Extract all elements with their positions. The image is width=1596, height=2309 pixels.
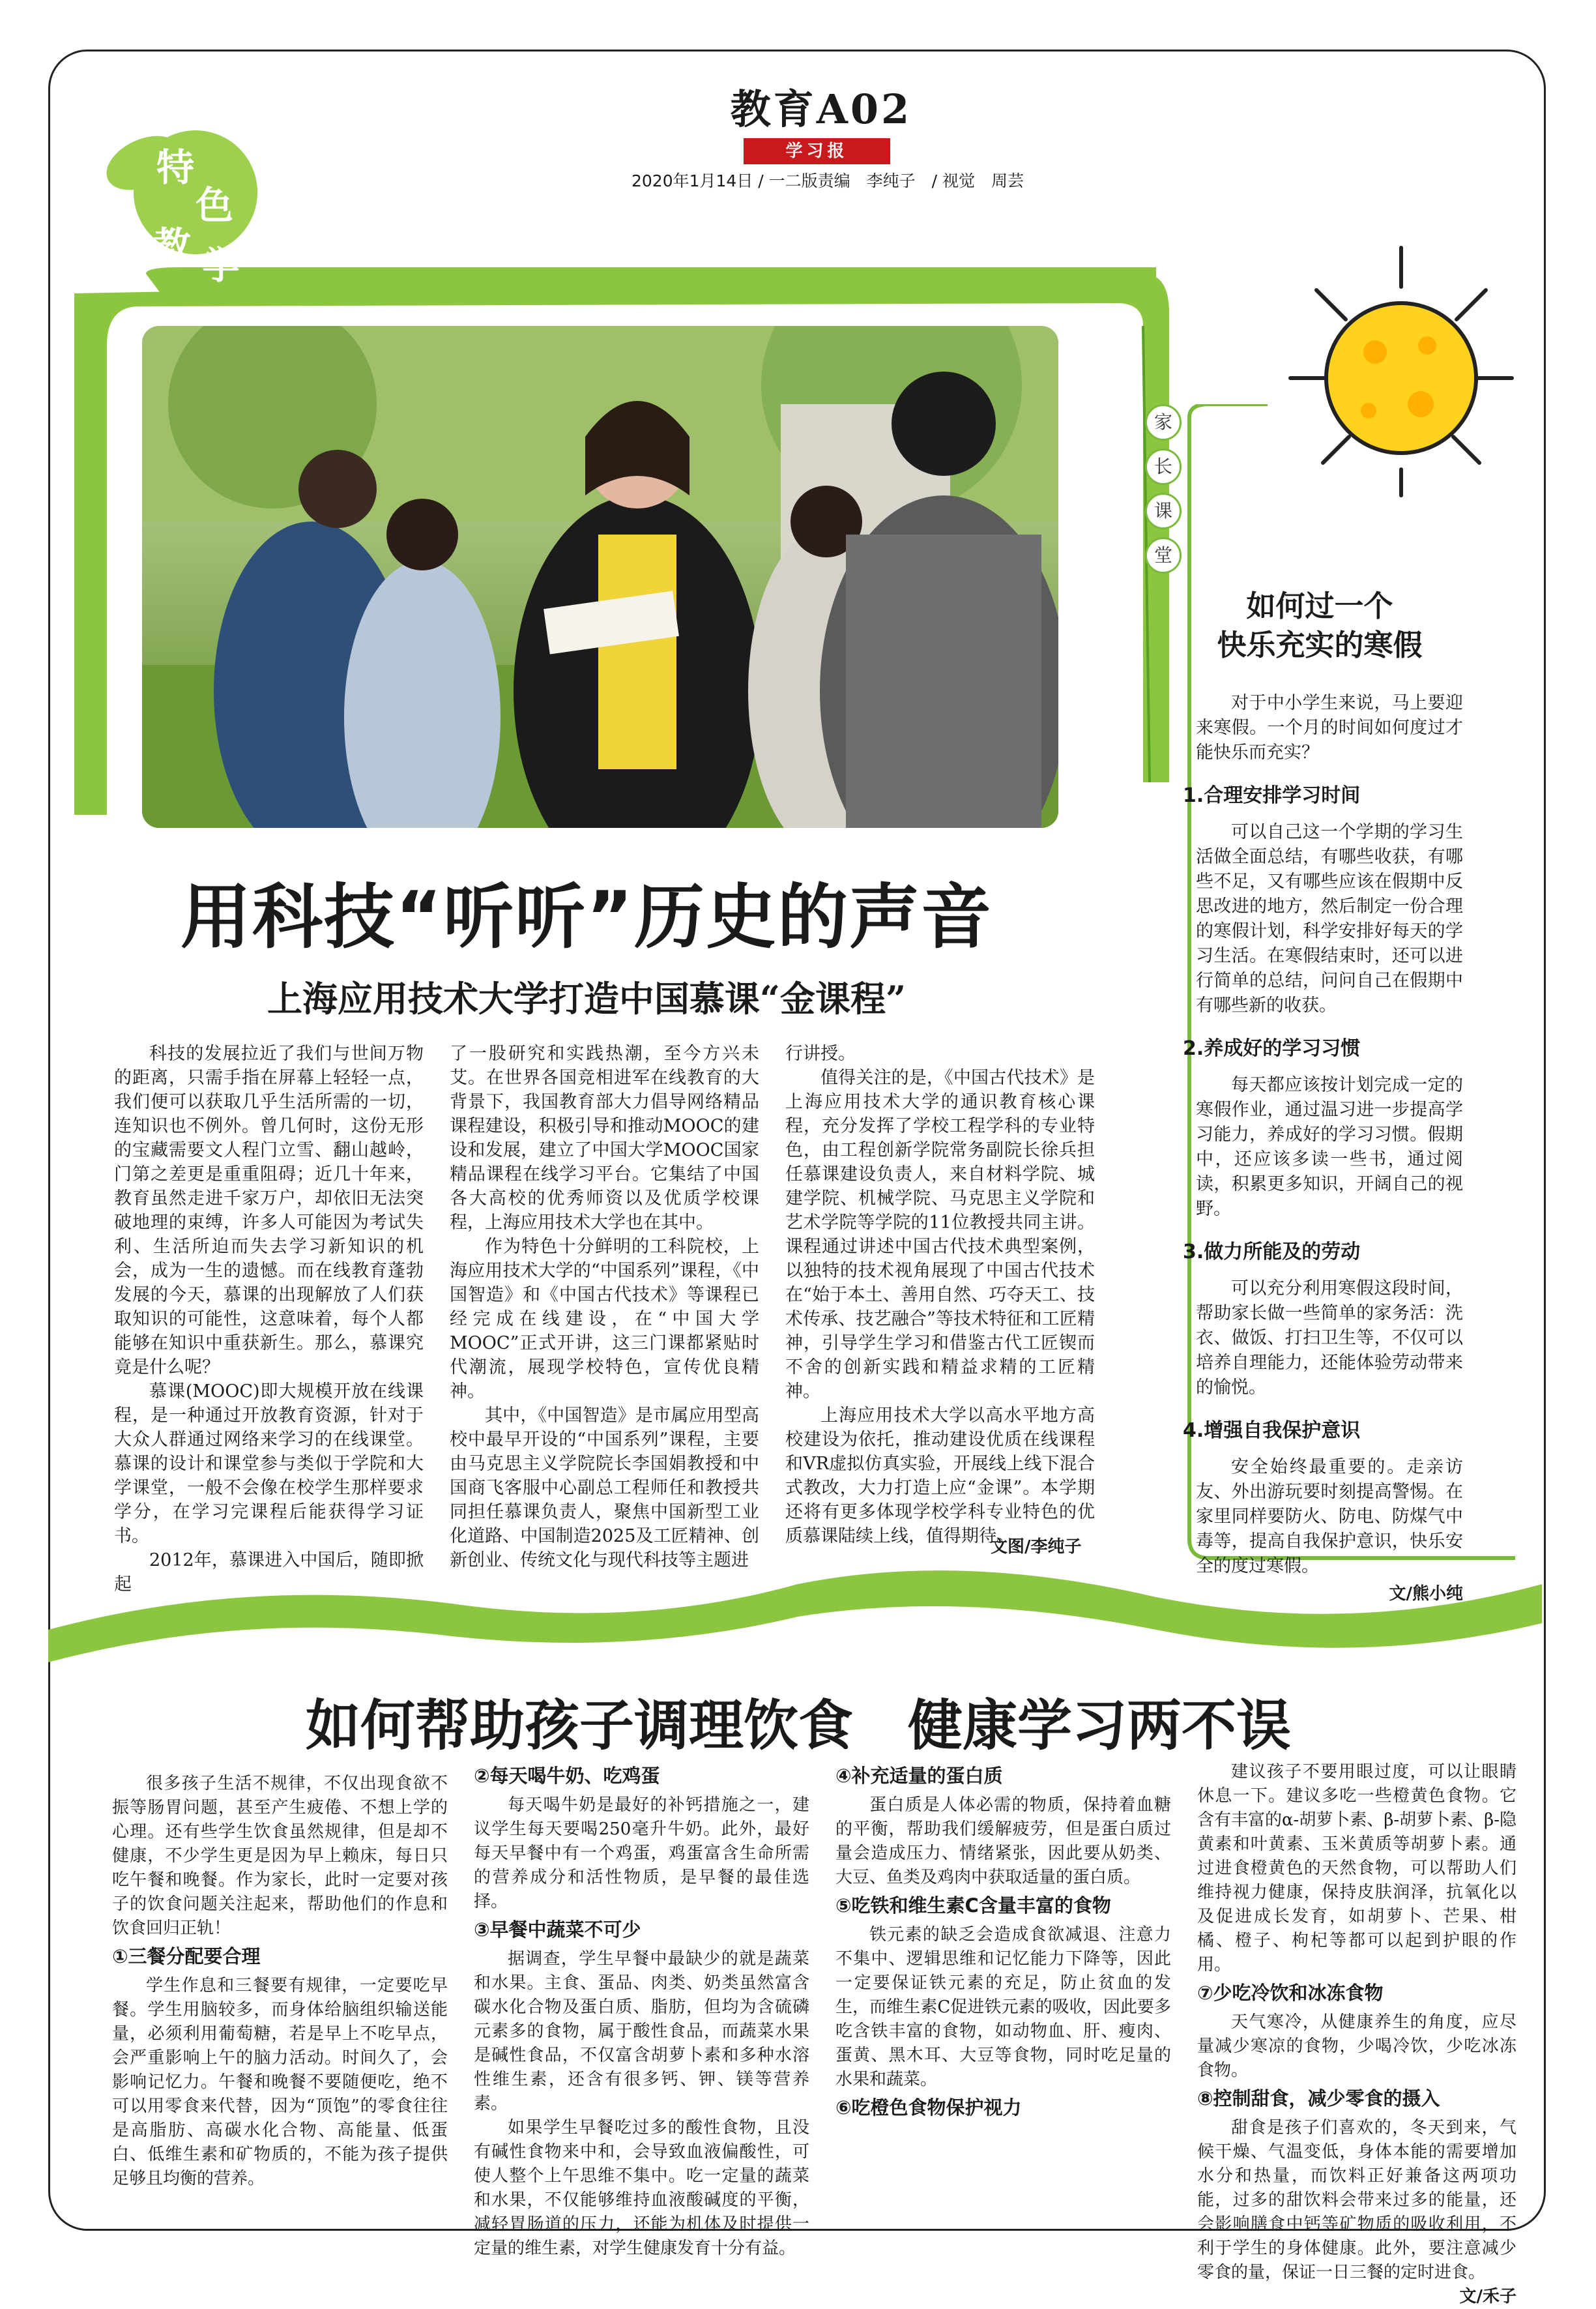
side-credit: 文/熊小纯: [1389, 1584, 1463, 1604]
paragraph: 科技的发展拉近了我们与世间万物的距离，只需手指在屏幕上轻轻一点，我们便可以获取几乎生活所需的一切，连知识也不例外。曾几何时，这份无形的宝藏需要文人程门立雪、翻山越岭，门第之差更是重重阻碍；近几十年来，教育虽然走进千家万户，却依旧无法突破地理的束缚，许多人可能因为考试失利、生活所迫而失去学习新知识的机会，成为一生的遗憾。而在线教育蓬勃发展的今天，慕课的出现解放了人们获取知识的可能性，这意味着，每个人都能够在知识中重获新生。那么，慕课究竟是什么呢？: [114, 1044, 424, 1377]
issue-meta: 2020年1月14日 / 一二版责编 李纯子 / 视觉 周芸: [631, 171, 1024, 190]
paragraph: 上海应用技术大学以高水平地方高校建设为依托，推动建设优质在线课程和VR虚拟仿真实验，开展线上线下混合式教改，大力打造上应“金课”。本学期还将有更多体现学校学科专业特色的优质慕课陆续上线，值得期待。: [785, 1405, 1095, 1546]
column-label-char-4: 堂: [1145, 537, 1182, 574]
bottom-col1: [112, 1772, 448, 2191]
main-article-col3: [785, 1042, 1095, 1548]
bottom-section-body: 如果学生早餐吃过多的酸性食物，且没有碱性食物来中和，会导致血液偏酸性，可使人整个上午思维不集中。吃一定量的蔬菜和水果，不仅能够维持血液酸碱度的平衡，减轻胃肠道的压力，还能为机体及时提供一定量的维生素，对学生健康发育十分有益。: [474, 2118, 809, 2258]
paragraph: 了一股研究和实践热潮，至今方兴未艾。在世界各国竞相进军在线教育的大背景下，我国教育部大力倡导网络精品课程建设，积极引导和推动MOOC的建设和发展，建立了中国大学MOOC国家精品课程在线学习平台。它集结了中国各大高校的优秀师资以及优质学校课程，上海应用技术大学也在其中。: [450, 1044, 759, 1233]
badge-char-1: 特: [156, 145, 195, 190]
bottom-section-body: 建议孩子不要用眼过度，可以让眼睛休息一下。建议多吃一些橙黄色食物。它含有丰富的α-胡萝卜素、β-胡萝卜素、β-隐黄素和叶黄素、玉米黄质等胡萝卜素。通过进食橙黄色的天然食物，可以帮助人们维持视力健康，保持皮肤润泽，抗氧化以及促进成长发育，如胡萝卜、芒果、柑橘、橙子、枸杞等都可以起到护眼的作用。: [1197, 1762, 1516, 1975]
main-article-title: 用科技“听听”历史的声音: [181, 877, 993, 958]
side-title-line1: 如何过一个: [1246, 589, 1393, 623]
side-body: [1183, 691, 1463, 1606]
side-section-body: 可以自己这一个学期的学习生活做全面总结，有哪些收获，有哪些不足，又有哪些应该在假期中反思改进的地方，然后制定一份合理的寒假计划，科学安排好每天的学习生活。在寒假结束时，还可以进行简单的总结，问问自己在假期中有哪些新的收获。: [1196, 822, 1463, 1016]
bottom-section-head: ①三餐分配要合理: [112, 1945, 261, 1967]
column-label-char-2: 长: [1145, 449, 1182, 485]
bottom-credit: 文/禾子: [1459, 2287, 1516, 2306]
bottom-article-title: 如何帮助孩子调理饮食 健康学习两不误: [305, 1694, 1291, 1757]
bottom-col4: [1197, 1760, 1516, 2309]
bottom-section-body: 天气寒冷，从健康养生的角度，应尽量减少寒凉的食物，少喝冷饮，少吃冰冻食物。: [1197, 2012, 1516, 2080]
bottom-section-body: 学生作息和三餐要有规律，一定要吃早餐。学生用脑较多，而身体给脑组织输送能量，必须利用葡萄糖，若是早上不吃早点，会严重影响上午的脑力活动。时间久了，会影响记忆力。午餐和晚餐不要随便吃，绝不可以用零食来代替，因为“顶饱”的零食往往是高脂肪、高碳水化合物、高能量、低蛋白、低维生素和矿物质的，不能为孩子提供足够且均衡的营养。: [112, 1976, 448, 2188]
bottom-section-head: ⑦少吃冷饮和冰冻食物: [1197, 1982, 1384, 2004]
column-label-char-1: 家: [1145, 404, 1182, 441]
side-section-body: 每天都应该按计划完成一定的寒假作业，通过温习进一步提高学习能力，养成好的学习习惯。假期中，还应该多读一些书，通过阅读，积累更多知识，开阔自己的视野。: [1196, 1075, 1463, 1219]
bottom-section-head: ②每天喝牛奶、吃鸡蛋: [474, 1765, 660, 1787]
side-section-head: 2.养成好的学习习惯: [1183, 1037, 1361, 1060]
main-article-col1: [114, 1042, 424, 1596]
bottom-section-head: ⑤吃铁和维生素C含量丰富的食物: [835, 1894, 1111, 1917]
side-section-head: 1.合理安排学习时间: [1183, 784, 1361, 807]
bottom-intro: 很多孩子生活不规律，不仅出现食欲不振等肠胃问题，甚至产生疲倦、不想上学的心理。还有些学生饮食虽然规律，但是却不健康，不少学生更是因为早上赖床，每日只吃午餐和晚餐。作为家长，此时一定要对孩子的饮食问题关注起来，帮助他们的作息和饮食回归正轨！: [112, 1774, 448, 1938]
bottom-section-body: 据调查，学生早餐中最缺少的就是蔬菜和水果。主食、蛋品、肉类、奶类虽然富含碳水化合物及蛋白质、脂肪，但均为含硫磷元素多的食物，属于酸性食品，而蔬菜水果是碱性食品，不仅富含胡萝卜素和多种水溶性维生素，还含有很多钙、钾、镁等营养素。: [474, 1949, 809, 2113]
bottom-col2: [474, 1760, 809, 2261]
column-label-char-3: 课: [1145, 493, 1182, 529]
paragraph: 2012年，慕课进入中国后，随即掀起: [114, 1550, 424, 1595]
main-article-credit: 文图/李纯子: [991, 1537, 1082, 1557]
bottom-section-body: 每天喝牛奶是最好的补钙措施之一，建议学生每天要喝250毫升牛奶。此外，最好每天早餐中有一个鸡蛋，鸡蛋富含生命所需的营养成分和活性物质，是早餐的最佳选择。: [474, 1795, 809, 1911]
green-wave: [48, 1558, 1542, 1675]
badge-char-2: 色: [196, 183, 234, 228]
side-section-head: 4.增强自我保护意识: [1183, 1419, 1361, 1442]
side-title-line2: 快乐充实的寒假: [1217, 628, 1423, 662]
masthead-tag: 学习报: [744, 138, 890, 164]
paragraph: 作为特色十分鲜明的工科院校，上海应用技术大学的“中国系列”课程，《中国智造》和《中国古代技术》等课程已经完成在线建设，在“中国大学MOOC”正式开讲，这三门课都紧贴时代潮流，展现学校特色，宣传优良精神。: [450, 1237, 759, 1402]
hero-photo: [142, 326, 1058, 828]
main-article-subtitle: 上海应用技术大学打造中国慕课“金课程”: [267, 978, 907, 1020]
side-section-body: 可以充分利用寒假这段时间，帮助家长做一些简单的家务活：洗衣、做饭、打扫卫生等，不仅可以培养自理能力，还能体验劳动带来的愉悦。: [1196, 1278, 1463, 1398]
bottom-section-body: 甜食是孩子们喜欢的，冬天到来，气候干燥、气温变低，身体本能的需要增加水分和热量，而饮料正好兼备这两项功能，过多的甜饮料会带来过多的能量，还会影响膳食中钙等矿物质的吸收利用，不利于学生的身体健康。此外，要注意减少零食的量，保证一日三餐的定时进食。: [1197, 2118, 1516, 2282]
paragraph: 行讲授。: [785, 1044, 856, 1064]
bottom-section-head: ③早餐中蔬菜不可少: [474, 1919, 641, 1941]
bottom-section-head: ⑥吃橙色食物保护视力: [835, 2096, 1022, 2119]
side-intro: 对于中小学生来说，马上要迎来寒假。一个月的时间如何度过才能快乐而充实？: [1196, 693, 1463, 763]
main-article-col2: [450, 1042, 759, 1572]
bottom-section-body: 铁元素的缺乏会造成食欲减退、注意力不集中、逻辑思维和记忆能力下降等，因此一定要保证铁元素的充足，防止贫血的发生，而维生素C促进铁元素的吸收，因此要多吃含铁丰富的食物，如动物血、肝、瘦肉、蛋黄、黑木耳、大豆等食物，同时吃足量的水果和蔬菜。: [835, 1925, 1171, 2089]
bottom-col3: [835, 1760, 1171, 2125]
bottom-section-head: ⑧控制甜食，减少零食的摄入: [1197, 2087, 1440, 2110]
side-section-body: 安全始终最重要的。走亲访友、外出游玩要时刻提高警惕。在家里同样要防火、防电、防煤气中毒等，提高自我保护意识，快乐安全的度过寒假。: [1196, 1457, 1463, 1576]
paragraph: 其中，《中国智造》是市属应用型高校中最早开设的“中国系列”课程，主要由马克思主义学院院长李国娟教授和中国商飞客服中心副总工程师任和教授共同担任慕课负责人，聚焦中国新型工业化道路、中国制造2025及工匠精神、创新创业、传统文化与现代科技等主题进: [450, 1405, 759, 1570]
paragraph: 值得关注的是，《中国古代技术》是上海应用技术大学的通识教育核心课程，充分发挥了学校工程学科的专业特色，由工程创新学院常务副院长徐兵担任慕课建设负责人，来自材料学院、城建学院、机械学院、马克思主义学院和艺术学院等学院的11位教授共同主讲。课程通过讲述中国古代技术典型案例，以独特的技术视角展现了中国古代技术在“始于本土、善用自然、巧夺天工、技术传承、技艺融合”等技术特征和工匠精神，引导学生学习和借鉴古代工匠锲而不舍的创新实践和精益求精的工匠精神。: [785, 1068, 1095, 1402]
bottom-section-body: 蛋白质是人体必需的物质，保持着血糖的平衡，帮助我们缓解疲劳，但是蛋白质过量会造成压力、情绪紧张，因此要从奶类、大豆、鱼类及鸡肉中获取适量的蛋白质。: [835, 1795, 1171, 1887]
side-section-head: 3.做力所能及的劳动: [1183, 1241, 1361, 1263]
bottom-section-head: ④补充适量的蛋白质: [835, 1765, 1003, 1787]
badge-char-4: 学: [202, 243, 240, 287]
badge-char-3: 教: [153, 224, 192, 268]
paragraph: 慕课(MOOC)即大规模开放在线课程，是一种通过开放教育资源，针对于大众人群通过网络来学习的在线课堂。慕课的设计和课堂参与类似于学院和大学课堂，一般不会像在校学生那样要求学分，在学习完课程后能获得学习证书。: [114, 1381, 424, 1546]
side-title: [1160, 587, 1479, 665]
section-heading: 教育A02: [730, 85, 912, 133]
